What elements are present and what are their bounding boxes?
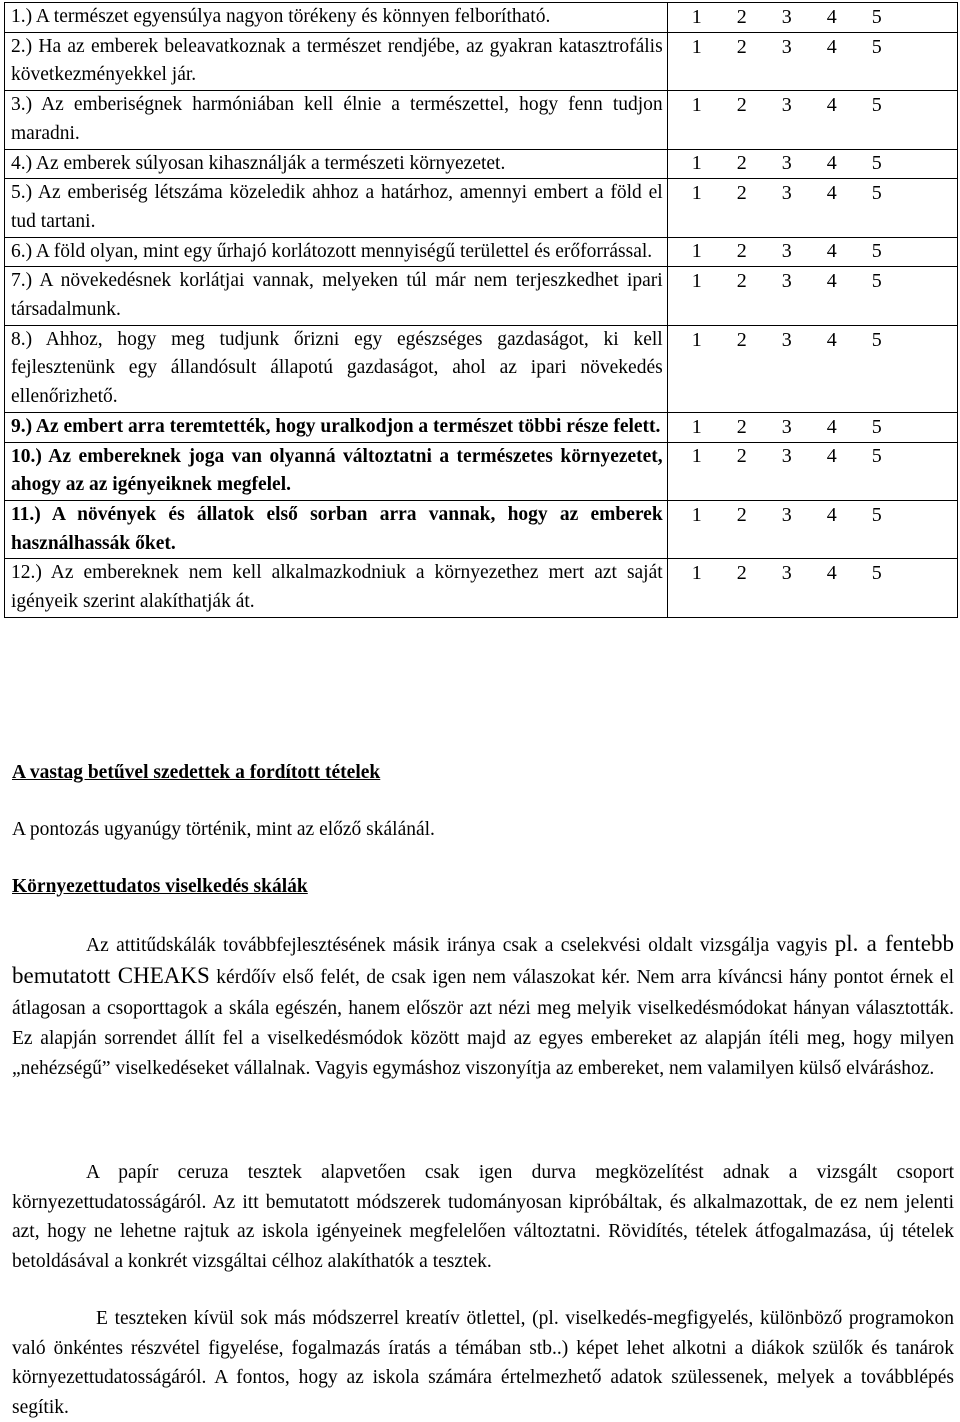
scale-value: 2	[736, 5, 747, 28]
rating-scale	[667, 179, 957, 237]
rating-scale	[667, 32, 957, 90]
scale-value: 2	[736, 562, 747, 585]
scale-value: 2	[736, 503, 747, 526]
paragraph-3-text: E teszteken kívül sok más módszerrel kreatív ötlettel, (pl. viselkedés-megfigyelés, különböző programokon való önkéntes részvétel figyelése, fogalmazás íratás a témában stb..) képet lehet alkotni a diákok szülők és tanárok környezettudatosságáról. A fontos, hogy az iskola számára értelmezhető adatok szülessenek, melyek a továbblépés segítik.	[12, 1308, 954, 1418]
scale-value: 2	[736, 270, 747, 293]
note-scoring	[12, 815, 954, 845]
table-row	[5, 559, 958, 617]
statement-text: 12.) Az embereknek nem kell alkalmazkodniuk a környezethez mert azt saját igényeik szerint alakíthatják át.	[5, 559, 668, 617]
scale-value: 4	[826, 445, 837, 468]
scale-value: 5	[871, 270, 882, 293]
scale-value: 4	[826, 152, 837, 175]
table-row	[5, 412, 958, 442]
scale-value: 5	[871, 152, 882, 175]
rating-scale	[667, 237, 957, 267]
table-row	[5, 325, 958, 412]
scale-value: 4	[826, 328, 837, 351]
statement-text: 6.) A föld olyan, mint egy űrhajó korlátozott mennyiségű területtel és erőforrással.	[5, 237, 668, 267]
paragraph-1-part1: Az attitűdskálák továbbfejlesztésének másik iránya csak a cselekvési oldalt vizsgálja vagyis	[86, 935, 835, 956]
scale-value: 1	[691, 182, 702, 205]
section-title	[12, 872, 954, 902]
scale-value: 1	[691, 562, 702, 585]
scale-value: 4	[826, 503, 837, 526]
questionnaire-table	[4, 2, 958, 618]
table-row	[5, 3, 958, 33]
paragraph-2	[12, 1158, 954, 1276]
scale-value: 5	[871, 240, 882, 263]
scale-value: 1	[691, 415, 702, 438]
scale-value: 5	[871, 562, 882, 585]
scale-value: 4	[826, 182, 837, 205]
scale-value: 1	[691, 152, 702, 175]
scale-value: 3	[781, 503, 792, 526]
scale-value: 5	[871, 35, 882, 58]
scale-value: 2	[736, 445, 747, 468]
rating-scale	[667, 267, 957, 325]
paragraph-1-large: pl. a fentebb bemutatott CHEAKS	[12, 931, 955, 989]
scale-value: 5	[871, 328, 882, 351]
scale-value: 2	[736, 182, 747, 205]
scale-value: 4	[826, 240, 837, 263]
scale-value: 3	[781, 562, 792, 585]
section-title-text: Környezettudatos viselkedés skálák	[12, 876, 308, 897]
scale-value: 3	[781, 415, 792, 438]
note-scoring-text: A pontozás ugyanúgy történik, mint az előző skálánál.	[12, 819, 435, 840]
statement-text: 8.) Ahhoz, hogy meg tudjunk őrizni egy egészséges gazdaságot, ki kell fejlesztenünk egy állandósult állapotú gazdaságot, ahol az ipari növekedés ellenőrizhető.	[5, 325, 668, 412]
scale-value: 3	[781, 152, 792, 175]
note-reversed-items	[12, 758, 954, 788]
table-row	[5, 149, 958, 179]
scale-value: 3	[781, 93, 792, 116]
table-row	[5, 500, 958, 558]
scale-value: 1	[691, 328, 702, 351]
statement-text: 1.) A természet egyensúlya nagyon törékeny és könnyen felborítható.	[5, 3, 668, 33]
scale-value: 1	[691, 240, 702, 263]
paragraph-1	[12, 929, 954, 1084]
paragraph-3	[12, 1304, 954, 1422]
note-reversed-text: A vastag betűvel szedettek a fordított tételek	[12, 762, 381, 783]
scale-value: 3	[781, 182, 792, 205]
scale-value: 4	[826, 93, 837, 116]
scale-value: 5	[871, 5, 882, 28]
table-row	[5, 179, 958, 237]
scale-value: 3	[781, 270, 792, 293]
statement-text: 4.) Az emberek súlyosan kihasználják a természeti környezetet.	[5, 149, 668, 179]
rating-scale	[667, 412, 957, 442]
scale-value: 1	[691, 5, 702, 28]
scale-value: 3	[781, 445, 792, 468]
statement-text: 2.) Ha az emberek beleavatkoznak a természet rendjébe, az gyakran katasztrofális következményekkel jár.	[5, 32, 668, 90]
rating-scale	[667, 149, 957, 179]
rating-scale	[667, 3, 957, 33]
scale-value: 5	[871, 93, 882, 116]
scale-value: 5	[871, 503, 882, 526]
scale-value: 2	[736, 328, 747, 351]
rating-scale	[667, 500, 957, 558]
table-row	[5, 32, 958, 90]
scale-value: 5	[871, 415, 882, 438]
scale-value: 3	[781, 328, 792, 351]
scale-value: 3	[781, 5, 792, 28]
statement-text: 9.) Az embert arra teremtették, hogy uralkodjon a természet többi része felett.	[5, 412, 668, 442]
statement-text: 11.) A növények és állatok első sorban arra vannak, hogy az emberek használhassák őket.	[5, 500, 668, 558]
scale-value: 4	[826, 270, 837, 293]
paragraph-1-part2: kérdőív első felét, de csak igen nem válaszokat kér. Nem arra kíváncsi hány pontot érnek el átlagosan a csoporttagok a skála egészén, hanem először azt nézi meg melyik viselkedésmódokat hányan választották. Ez alapján sorrendet állít fel a viselkedésmódok között majd az egyes embereket az alapján ítéli meg, hogy milyen „nehézségű” viselkedéseket vállalnak. Vagyis egymáshoz viszonyítja az embereket, nem valamilyen külső elváráshoz.	[12, 967, 954, 1080]
scale-value: 2	[736, 35, 747, 58]
scale-value: 1	[691, 445, 702, 468]
scale-value: 3	[781, 35, 792, 58]
paragraph-2-text: A papír ceruza tesztek alapvetően csak igen durva megközelítést adnak a vizsgált csoport környezettudatosságáról. Az itt bemutatott módszerek tudományosan kipróbáltak, és alkalmazottak, de ez nem jelenti azt, hogy ne lehetne rajtuk az iskola igényeinek megfelelően változtatni. Rövidítés, tételek átfogalmazása, új tételek betoldásával a konkrét vizsgáltai célhoz alakíthatók a tesztek.	[12, 1162, 954, 1272]
scale-value: 3	[781, 240, 792, 263]
scale-value: 2	[736, 152, 747, 175]
scale-value: 2	[736, 415, 747, 438]
scale-value: 2	[736, 93, 747, 116]
statement-text: 10.) Az embereknek joga van olyanná változtatni a természetes környezetet, ahogy az az igényeiknek megfelel.	[5, 442, 668, 500]
table-row	[5, 442, 958, 500]
scale-value: 2	[736, 240, 747, 263]
rating-scale	[667, 559, 957, 617]
rating-scale	[667, 442, 957, 500]
statement-text: 3.) Az emberiségnek harmóniában kell élnie a természettel, hogy fenn tudjon maradni.	[5, 91, 668, 149]
scale-value: 1	[691, 35, 702, 58]
scale-value: 1	[691, 93, 702, 116]
scale-value: 4	[826, 562, 837, 585]
scale-value: 4	[826, 415, 837, 438]
statement-text: 7.) A növekedésnek korlátjai vannak, melyeken túl már nem terjeszkedhet ipari társadalmunk.	[5, 267, 668, 325]
rating-scale	[667, 91, 957, 149]
statement-text: 5.) Az emberiség létszáma közeledik ahhoz a határhoz, amennyi embert a föld el tud tartani.	[5, 179, 668, 237]
scale-value: 1	[691, 503, 702, 526]
scale-value: 5	[871, 445, 882, 468]
scale-value: 4	[826, 5, 837, 28]
table-row	[5, 237, 958, 267]
table-row	[5, 267, 958, 325]
scale-value: 5	[871, 182, 882, 205]
scale-value: 1	[691, 270, 702, 293]
scale-value: 4	[826, 35, 837, 58]
rating-scale	[667, 325, 957, 412]
table-row	[5, 91, 958, 149]
